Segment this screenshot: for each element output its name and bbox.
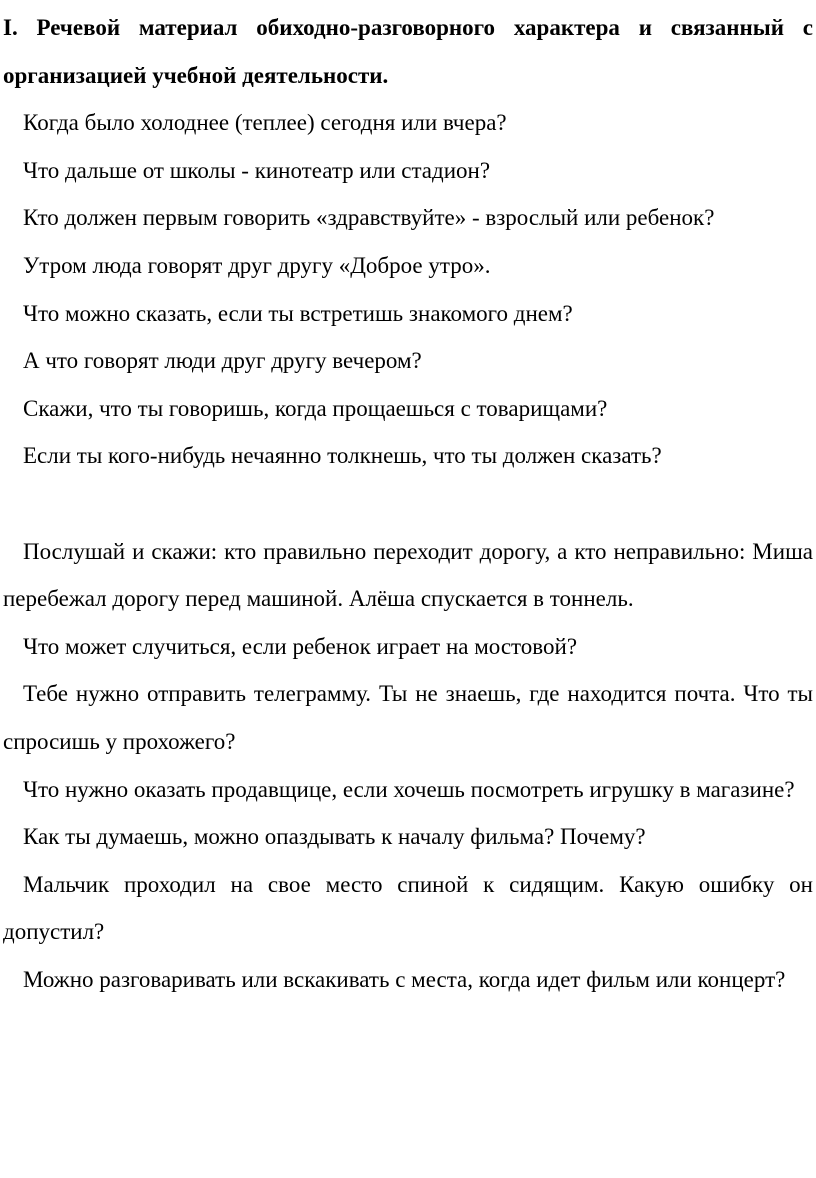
paragraph: А что говорят люди друг другу вечером?	[23, 348, 422, 374]
paragraph: Скажи, что ты говоришь, когда прощаешься с товарищами?	[23, 395, 608, 421]
paragraph: Если ты кого-нибудь нечаянно толкнешь, что ты должен сказать?	[23, 443, 662, 469]
blank-line	[3, 480, 813, 528]
paragraph: Когда было холоднее (теплее) сегодня или вчера?	[23, 110, 507, 136]
paragraph: Кто должен первым говорить «здравствуйте» - взрослый или ребенок?	[23, 205, 715, 231]
paragraph: Что дальше от школы - кинотеатр или стадион?	[23, 157, 491, 183]
section-heading: I. Речевой материал обиходно-разговорного характера и связанный с организацией учебной деятельности.	[3, 15, 813, 88]
document-page	[3, 4, 813, 1003]
paragraph: Что нужно оказать продавщице, если хочешь посмотреть игрушку в магазине?	[23, 776, 795, 802]
paragraph: Как ты думаешь, можно опаздывать к началу фильма? Почему?	[23, 824, 646, 850]
paragraph: Утром люда говорят друг другу «Доброе утро».	[23, 252, 491, 278]
paragraph: Что можно сказать, если ты встретишь знакомого днем?	[23, 300, 573, 326]
paragraph: Что может случиться, если ребенок играет на мостовой?	[23, 633, 578, 659]
paragraph: Тебе нужно отправить телеграмму. Ты не знаешь, где находится почта. Что ты спросишь у прохожего?	[3, 681, 813, 754]
paragraph: Можно разговаривать или вскакивать с места, когда идет фильм или концерт?	[23, 966, 786, 992]
paragraph: Послушай и скажи: кто правильно переходит дорогу, а кто неправильно: Миша перебежал дорогу перед машиной. Алёша спускается в тоннель.	[3, 538, 813, 612]
paragraph: Мальчик проходил на свое место спиной к сидящим. Какую ошибку он допустил?	[3, 871, 813, 945]
